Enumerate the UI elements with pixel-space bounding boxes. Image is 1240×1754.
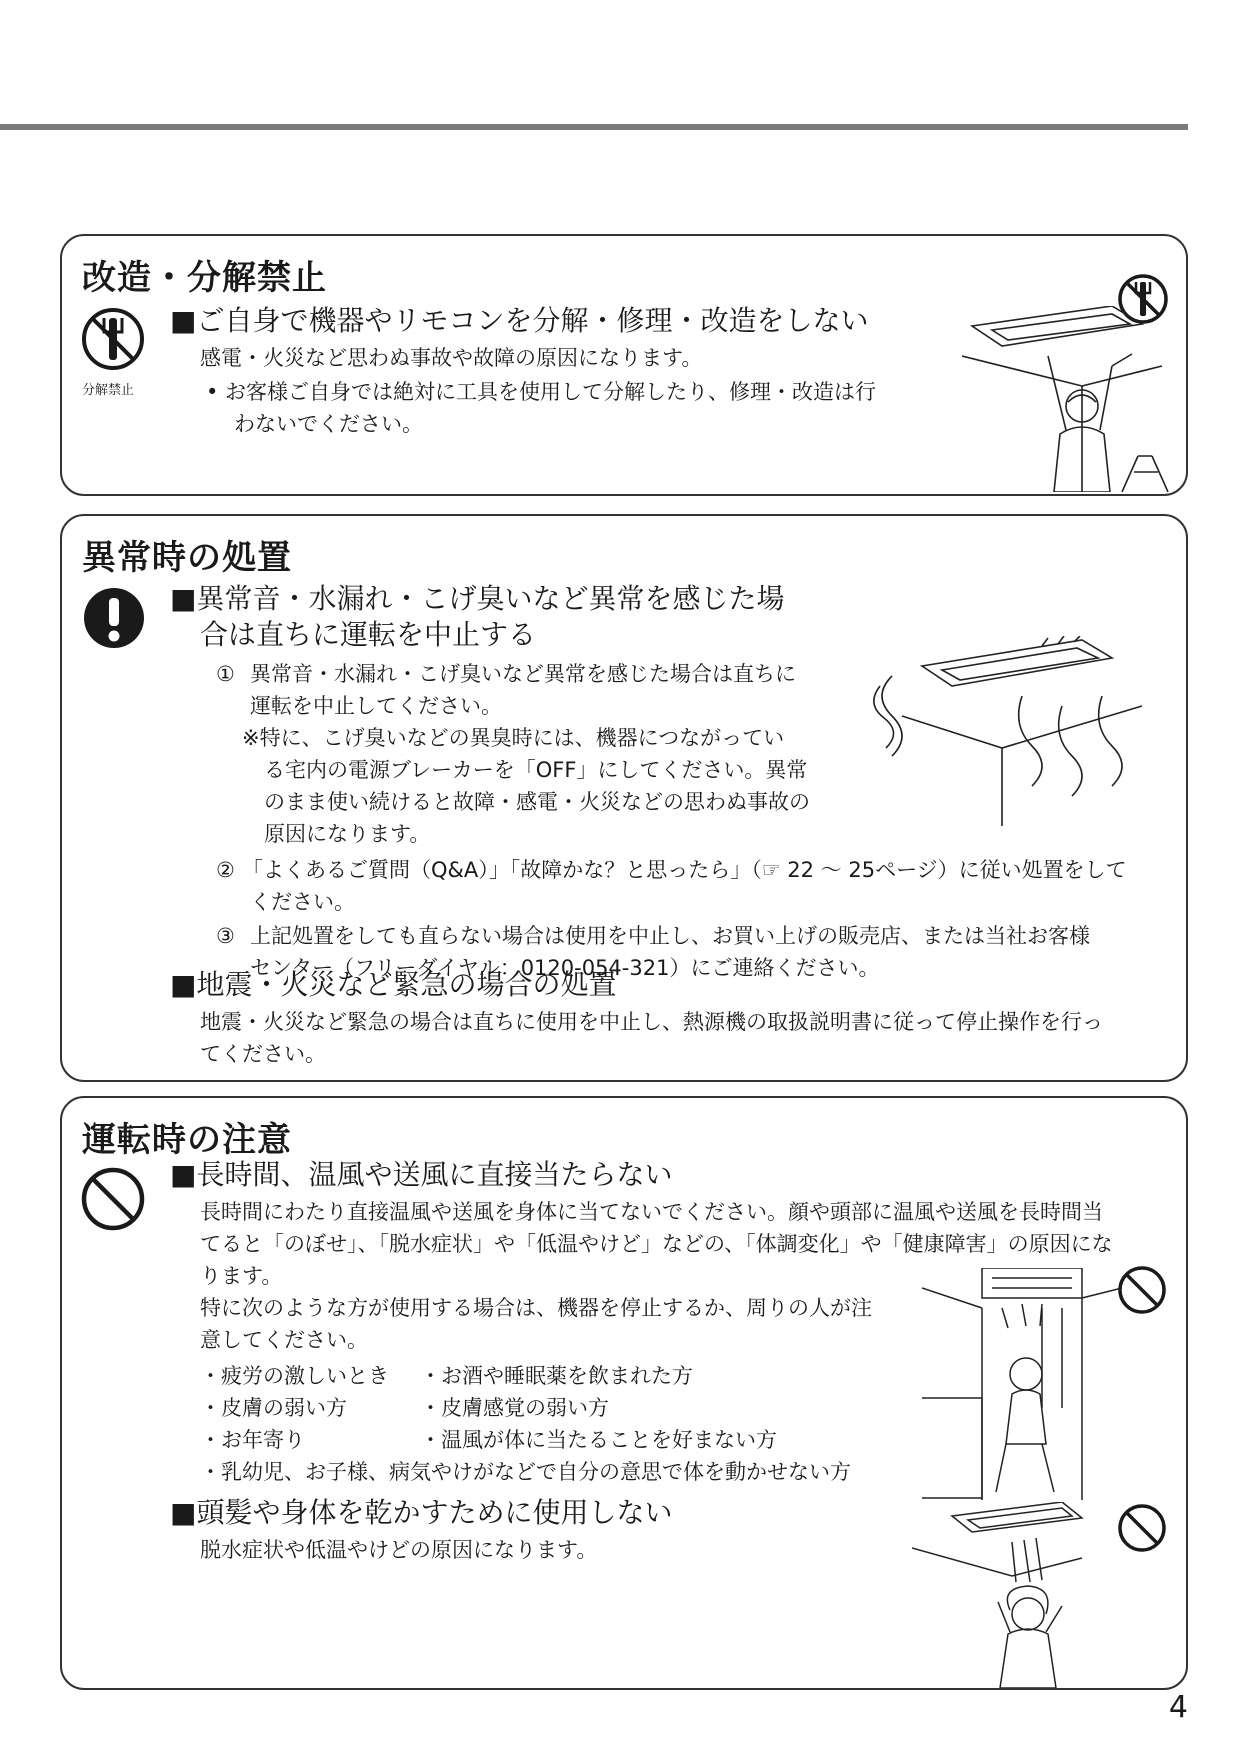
subheading: 合は直ちに運転を中止する	[200, 618, 537, 651]
subheading: ■長時間、温風や送風に直接当たらない	[170, 1158, 673, 1191]
subheading: ■頭髪や身体を乾かすために使用しない	[170, 1496, 673, 1529]
list-item: ・温風が体に当たることを好まない方	[420, 1428, 777, 1452]
item-text: 運転を中止してください。	[250, 694, 502, 718]
bathroom-person-illustration	[922, 1268, 1122, 1500]
body-text: ります。	[200, 1264, 283, 1288]
top-rule	[0, 124, 1188, 130]
section-modification-prohibited	[60, 234, 1188, 496]
item-number: ①	[216, 662, 235, 686]
item-text: ください。	[250, 890, 355, 914]
no-disassembly-icon	[80, 306, 146, 372]
icon-label: 分解禁止	[82, 383, 135, 398]
mandatory-action-icon	[82, 586, 146, 650]
body-text: 感電・火災など思わぬ事故や故障の原因になります。	[200, 346, 703, 370]
person-drying-hair-illustration	[912, 1502, 1112, 1688]
note-text: ※特に、こげ臭いなどの異臭時には、機器につながってい	[242, 726, 785, 750]
note-text: 原因になります。	[264, 822, 431, 846]
prohibition-icon	[1116, 1502, 1168, 1554]
list-item: ・乳幼児、お子様、病気やけがなどで自分の意思で体を動かせない方	[200, 1460, 851, 1484]
body-text: てください。	[200, 1042, 326, 1066]
section-operation-cautions	[60, 1096, 1188, 1690]
list-item: ・お酒や睡眠薬を飲まれた方	[420, 1364, 693, 1388]
bullet-line: • お客様ご自身では絶対に工具を使用して分解したり、修理・改造は行	[206, 380, 877, 404]
note-text: る宅内の電源ブレーカーを「OFF」にしてください。異常	[264, 758, 808, 782]
item-text: 上記処置をしても直らない場合は使用を中止し、お買い上げの販売店、または当社お客様	[250, 924, 1090, 948]
person-repairing-unit-illustration	[962, 306, 1182, 492]
section-heading: 改造・分解禁止	[82, 258, 327, 298]
subheading: ■地震・火災など緊急の場合の処置	[170, 968, 617, 1001]
body-text: 長時間にわたり直接温風や送風を身体に当てないでください。顔や頭部に温風や送風を長時間当	[200, 1200, 1103, 1224]
body-text: 地震・火災など緊急の場合は直ちに使用を中止し、熱源機の取扱説明書に従って停止操作を行っ	[200, 1010, 1103, 1034]
section-heading: 異常時の処置	[82, 538, 292, 578]
list-item: ・お年寄り	[200, 1428, 305, 1452]
section-heading: 運転時の注意	[82, 1120, 292, 1160]
body-text: てると「のぼせ」、「脱水症状」や「低温やけど」などの、「体調変化」や「健康障害」の原因にな	[200, 1232, 1113, 1256]
subheading: ■ご自身で機器やリモコンを分解・修理・改造をしない	[170, 304, 869, 337]
item-text: 異常音・水漏れ・こげ臭いなど異常を感じた場合は直ちに	[250, 662, 796, 686]
section-abnormal-situation	[60, 514, 1188, 1082]
list-item: ・皮膚感覚の弱い方	[420, 1396, 609, 1420]
subheading: ■異常音・水漏れ・こげ臭いなど異常を感じた場	[170, 582, 785, 615]
item-text: 「よくあるご質問（Q&A）」「故障かな？と思ったら」（☞ 22 ～ 25ページ）に従い処置をして	[242, 858, 1127, 882]
body-text: 特に次のような方が使用する場合は、機器を停止するか、周りの人が注	[200, 1296, 872, 1320]
list-item: ・皮膚の弱い方	[200, 1396, 347, 1420]
item-number: ②	[216, 858, 235, 882]
item-number: ③	[216, 924, 235, 948]
smoking-unit-illustration	[862, 636, 1152, 826]
prohibition-icon	[80, 1166, 146, 1232]
body-text: 脱水症状や低温やけどの原因になります。	[200, 1538, 598, 1562]
item-text: センター（フリーダイヤル：0120-054-321）にご連絡ください。	[250, 956, 880, 980]
prohibition-icon	[1116, 1264, 1168, 1316]
page-number: 4	[1168, 1690, 1188, 1725]
bullet-line: わないでください。	[234, 412, 423, 436]
body-text: 意してください。	[200, 1328, 368, 1352]
list-item: ・疲労の激しいとき	[200, 1364, 389, 1388]
note-text: のまま使い続けると故障・感電・火災などの思わぬ事故の	[264, 790, 810, 814]
